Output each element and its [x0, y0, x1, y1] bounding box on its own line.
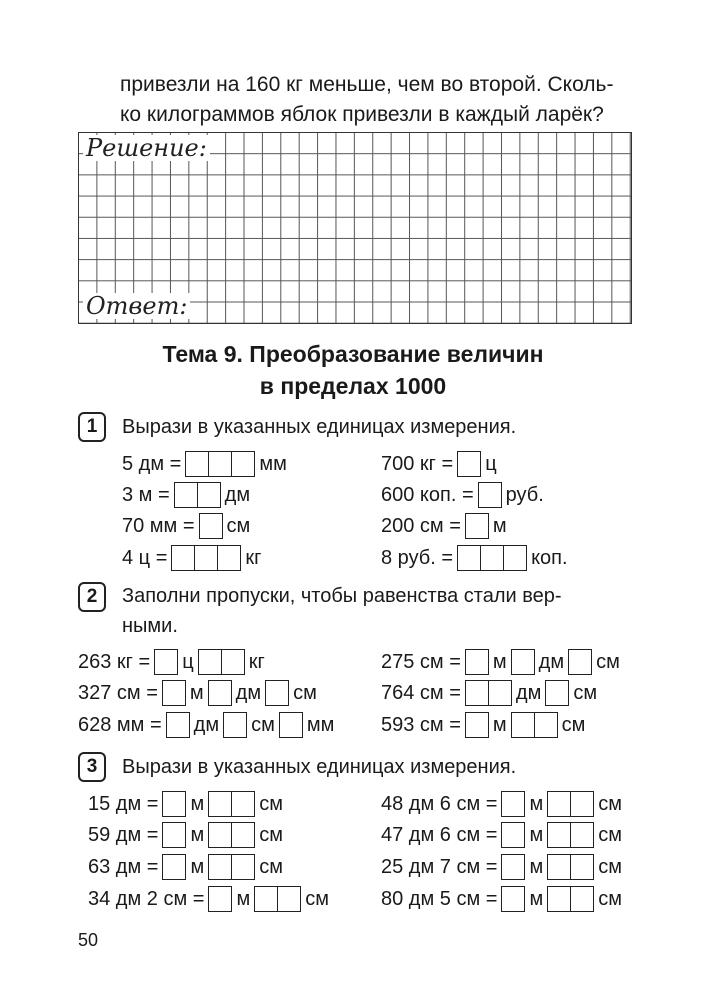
equation-unit: см: [598, 792, 622, 815]
topic-title-line-1: Тема 9. Преобразование величин: [162, 341, 544, 367]
answer-boxes[interactable]: [465, 680, 512, 706]
equation-unit: см: [598, 823, 622, 846]
equation-row: [122, 450, 287, 478]
equation-row: [88, 885, 329, 913]
equation-unit: м: [529, 792, 544, 815]
equation-unit: мм: [259, 452, 287, 475]
answer-boxes[interactable]: [162, 680, 186, 706]
equation-quantity: 15 дм =: [88, 792, 159, 815]
equation-quantity: 200 см =: [381, 514, 461, 537]
equation-unit: м: [492, 514, 507, 537]
equation-quantity: 48 дм 6 см =: [381, 792, 498, 815]
answer-boxes[interactable]: [568, 649, 592, 675]
answer-boxes[interactable]: [547, 886, 594, 912]
equation-quantity: 3 м =: [122, 483, 170, 506]
equation-row: [381, 885, 622, 913]
answer-boxes[interactable]: [162, 854, 186, 880]
equation-quantity: 275 см =: [381, 650, 461, 673]
equation-row: [381, 790, 622, 818]
equation-unit: см: [251, 713, 275, 736]
equation-unit: см: [259, 823, 283, 846]
equation-quantity: 70 мм =: [122, 514, 195, 537]
equation-row: [381, 481, 544, 509]
equation-quantity: 628 мм =: [78, 713, 162, 736]
answer-boxes[interactable]: [208, 791, 255, 817]
equation-row: [381, 512, 507, 540]
equation-unit: см: [561, 713, 586, 736]
equation-quantity: 80 дм 5 см =: [381, 887, 498, 910]
equation-unit: см: [259, 855, 283, 878]
equation-row: [381, 821, 622, 849]
equation-row: [88, 853, 283, 881]
equation-unit: м: [190, 792, 205, 815]
answer-boxes[interactable]: [501, 886, 525, 912]
answer-boxes[interactable]: [279, 712, 303, 738]
answer-boxes[interactable]: [545, 680, 569, 706]
equation-unit: дм: [224, 483, 251, 506]
equation-quantity: 34 дм 2 см =: [88, 887, 205, 910]
answer-boxes[interactable]: [547, 791, 594, 817]
answer-boxes[interactable]: [198, 649, 245, 675]
equation-quantity: 700 кг =: [381, 452, 454, 475]
page-number: 50: [78, 930, 99, 950]
equation-row: [122, 512, 250, 540]
equation-row: [381, 544, 568, 572]
answer-boxes[interactable]: [199, 513, 223, 539]
intro-line-2: ко килограммов яблок привезли в каждый ларёк?: [120, 103, 604, 126]
answer-boxes[interactable]: [501, 854, 525, 880]
equation-quantity: 4 ц =: [122, 546, 168, 569]
equation-unit: см: [226, 514, 251, 537]
equation-unit: дм: [193, 713, 220, 736]
equation-row: [381, 679, 597, 707]
equation-quantity: 593 см =: [381, 713, 461, 736]
answer-boxes[interactable]: [171, 545, 241, 571]
task-2-text: [122, 581, 642, 641]
equation-unit: м: [189, 681, 204, 704]
task-number-3: 3: [78, 752, 106, 782]
topic-title: [60, 338, 646, 402]
answer-boxes[interactable]: [465, 513, 489, 539]
equation-unit: ц: [485, 452, 497, 475]
equation-quantity: 47 дм 6 см =: [381, 823, 498, 846]
answer-boxes[interactable]: [547, 822, 594, 848]
answer-boxes[interactable]: [478, 482, 502, 508]
equation-quantity: 63 дм =: [88, 855, 159, 878]
equation-unit: см: [596, 650, 620, 673]
answer-boxes[interactable]: [501, 822, 525, 848]
equation-unit: м: [529, 887, 544, 910]
equation-unit: м: [529, 823, 544, 846]
equation-unit: м: [492, 713, 507, 736]
equation-row: [381, 853, 622, 881]
equation-unit: дм: [538, 650, 565, 673]
equation-row: [381, 450, 497, 478]
equation-unit: м: [190, 823, 205, 846]
equation-unit: м: [236, 887, 251, 910]
equation-quantity: 8 руб. =: [381, 546, 454, 569]
answer-boxes[interactable]: [465, 712, 489, 738]
equation-row: [88, 790, 283, 818]
answer-boxes[interactable]: [208, 680, 232, 706]
equation-unit: кг: [245, 546, 262, 569]
equation-unit: см: [573, 681, 598, 704]
equation-quantity: 25 дм 7 см =: [381, 855, 498, 878]
solution-grid[interactable]: [78, 132, 632, 324]
equation-unit: мм: [306, 713, 335, 736]
equation-unit: см: [259, 792, 283, 815]
answer-boxes[interactable]: [185, 451, 255, 477]
answer-boxes[interactable]: [457, 451, 481, 477]
equation-row: [122, 544, 261, 572]
task-3-text: Вырази в указанных единицах измерения.: [122, 756, 517, 778]
answer-boxes[interactable]: [547, 854, 594, 880]
equation-quantity: 600 коп. =: [381, 483, 474, 506]
equation-quantity: 59 дм =: [88, 823, 159, 846]
equation-row: [88, 821, 283, 849]
answer-boxes[interactable]: [154, 649, 178, 675]
answer-boxes[interactable]: [254, 886, 301, 912]
equation-row: [78, 679, 317, 707]
equation-unit: ц: [182, 650, 194, 673]
solution-label: Решение:: [83, 135, 210, 161]
equation-row: [122, 481, 250, 509]
intro-line-1: привезли на 160 кг меньше, чем во второй. Сколь-: [120, 73, 614, 96]
task-2-text-line-1: Заполни пропуски, чтобы равенства стали вер-: [122, 585, 562, 607]
equation-unit: кг: [248, 650, 265, 673]
answer-label: Ответ:: [83, 293, 190, 319]
task-number-2: 2: [78, 582, 106, 612]
equation-unit: см: [598, 855, 622, 878]
equation-row: [381, 648, 620, 676]
answer-boxes[interactable]: [265, 680, 289, 706]
answer-boxes[interactable]: [511, 712, 558, 738]
equation-quantity: 327 см =: [78, 681, 158, 704]
answer-boxes[interactable]: [457, 545, 527, 571]
answer-boxes[interactable]: [208, 822, 255, 848]
equation-unit: м: [529, 855, 544, 878]
answer-boxes[interactable]: [162, 791, 186, 817]
answer-boxes[interactable]: [166, 712, 190, 738]
equation-row: [78, 648, 265, 676]
answer-boxes[interactable]: [501, 791, 525, 817]
equation-unit: м: [190, 855, 205, 878]
intro-text: [120, 70, 640, 130]
task-number-1: 1: [78, 412, 106, 442]
topic-title-line-2: в пределах 1000: [259, 373, 447, 399]
equation-unit: см: [305, 887, 329, 910]
task-1-text: Вырази в указанных единицах измерения.: [122, 416, 517, 438]
answer-boxes[interactable]: [174, 482, 221, 508]
answer-boxes[interactable]: [223, 712, 247, 738]
equation-unit: м: [492, 650, 507, 673]
equation-unit: дм: [515, 681, 542, 704]
equation-unit: коп.: [531, 546, 568, 569]
equation-unit: дм: [235, 681, 262, 704]
equation-quantity: 764 см =: [381, 681, 461, 704]
answer-boxes[interactable]: [162, 822, 186, 848]
answer-boxes[interactable]: [208, 854, 255, 880]
equation-row: [78, 711, 334, 739]
equation-quantity: 263 кг =: [78, 650, 151, 673]
equation-unit: см: [293, 681, 317, 704]
equation-unit: руб.: [505, 483, 544, 506]
equation-quantity: 5 дм =: [122, 452, 182, 475]
equation-row: [381, 711, 585, 739]
task-2-text-line-2: ными.: [122, 615, 178, 637]
answer-boxes[interactable]: [511, 649, 535, 675]
equation-unit: см: [598, 887, 622, 910]
answer-boxes[interactable]: [465, 649, 489, 675]
answer-boxes[interactable]: [208, 886, 232, 912]
